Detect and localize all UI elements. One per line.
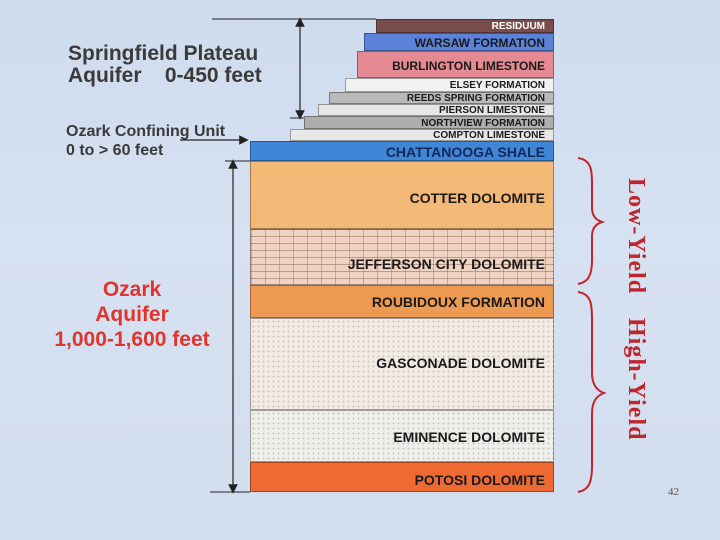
- springfield-aquifer-line1: Springfield Plateau: [68, 42, 259, 65]
- layer-chattanooga-shale: [250, 141, 554, 161]
- layer-label: NORTHVIEW FORMATION: [421, 117, 545, 129]
- layer-elsey-formation: [345, 78, 554, 92]
- ozark-aquifer-line2: Aquifer: [95, 302, 169, 326]
- layer-northview-formation: [304, 116, 554, 129]
- layer-cotter-dolomite: [250, 161, 554, 229]
- layer-compton-limestone: [290, 129, 554, 141]
- layer-potosi-dolomite: [250, 462, 554, 492]
- high-yield-brace: [578, 292, 604, 492]
- layer-gasconade-dolomite: [250, 318, 554, 410]
- layer-warsaw-formation: [364, 33, 554, 51]
- confining-unit-line1: Ozark Confining Unit: [66, 123, 226, 140]
- layer-label: CHATTANOOGA SHALE: [385, 144, 545, 160]
- layer-label: PIERSON LIMESTONE: [439, 105, 545, 116]
- layer-label: POTOSI DOLOMITE: [414, 472, 545, 488]
- layer-label: REEDS SPRING FORMATION: [406, 93, 545, 104]
- ozark-aquifer-line3: 1,000-1,600 feet: [54, 327, 210, 351]
- layer-label: GASCONADE DOLOMITE: [376, 355, 545, 371]
- layer-roubidoux-formation: [250, 285, 554, 318]
- layer-label: ELSEY FORMATION: [449, 80, 545, 91]
- layer-label: BURLINGTON LIMESTONE: [392, 58, 545, 73]
- layer-label: EMINENCE DOLOMITE: [393, 429, 545, 445]
- layer-residuum: [376, 19, 554, 33]
- layer-label: JEFFERSON CITY DOLOMITE: [347, 256, 545, 272]
- low-yield-label: Low-Yield: [623, 178, 649, 295]
- layer-eminence-dolomite: [250, 410, 554, 462]
- layer-label: COMPTON LIMESTONE: [433, 130, 545, 141]
- ozark-aquifer-line1: Ozark: [102, 278, 162, 301]
- layer-reeds-spring-formation: [329, 92, 554, 104]
- layer-jefferson-city-dolomite: [250, 229, 554, 285]
- page-number: 42: [668, 486, 679, 498]
- layer-label: WARSAW FORMATION: [414, 36, 545, 50]
- layer-burlington-limestone: [357, 51, 554, 78]
- layer-pierson-limestone: [318, 104, 554, 116]
- low-yield-brace: [578, 158, 602, 284]
- layer-label: RESIDUUM: [491, 21, 545, 32]
- high-yield-label: High-Yield: [623, 318, 649, 441]
- layer-label: ROUBIDOUX FORMATION: [371, 294, 545, 310]
- layer-label: COTTER DOLOMITE: [409, 190, 545, 206]
- springfield-aquifer-line2: Aquifer 0-450 feet: [68, 64, 262, 88]
- confining-unit-line2: 0 to > 60 feet: [66, 142, 164, 160]
